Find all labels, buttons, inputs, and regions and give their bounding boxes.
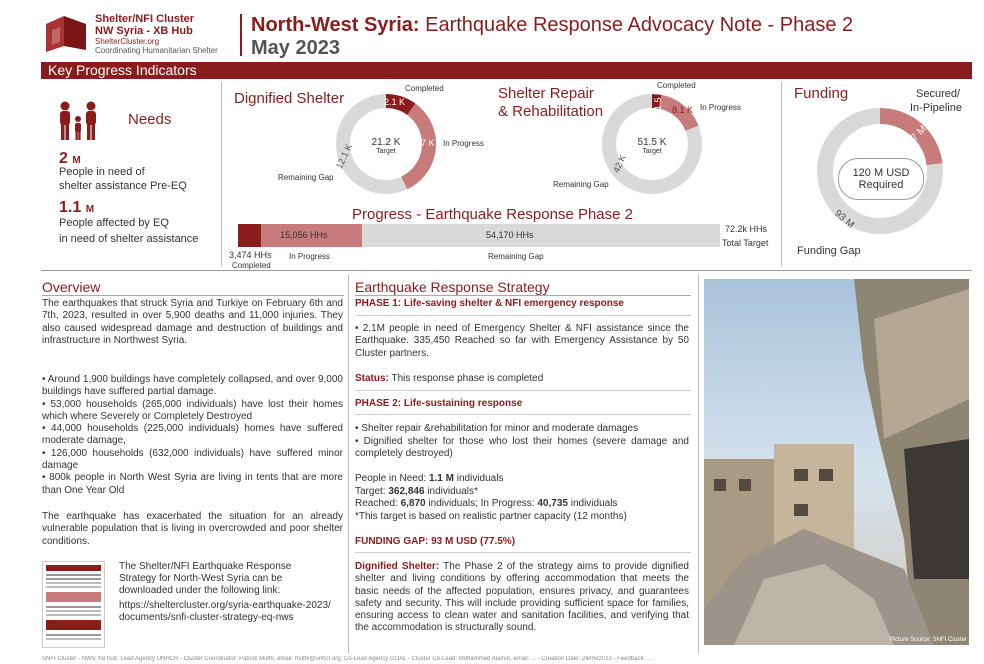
dignified-shelter-paragraph [355,561,689,635]
progress-title: Progress - Earthquake Response Phase 2 [352,206,633,223]
overview-bullet: • Around 1,900 buildings have completely collapsed, and over 9,000 buildings have suffered partial damage. [42,374,343,398]
reached-value: 6,870 [400,498,426,509]
content-divider-1 [348,275,349,653]
phase-2-title: PHASE 2: Life-sustaining response [355,398,523,409]
kpi-section-bar [41,62,972,79]
header-divider [240,14,242,56]
needs-stat-1-line-1: People in need of [59,166,145,178]
funding-title: Funding [794,85,849,102]
progress-bar-completed [238,224,261,247]
content-divider-2 [698,275,699,653]
reached-line [355,498,691,511]
funding-gap-rule [355,552,691,553]
repair-in-progress-label: In Progress [700,103,741,112]
funding-center [838,158,924,200]
kpi-section-title: Key Progress Indicators [48,62,197,78]
dignified-gap-value: 12.1 K [334,142,355,171]
repair-gap-value: 42 K [611,153,628,175]
phase-1-title: PHASE 1: Life-saving shelter & NFI emergency response [355,298,624,309]
overview-bullet: • 44,000 households (225,000 individuals) homes have suffered moderate damage, [42,423,343,447]
progress-bar-track [238,224,720,247]
shelter-repair-title-2: & Rehabilitation [498,103,604,120]
overview-bullet: • 53,000 households (265,000 individuals) have lost their homes which where Severely or Completely Destroyed [42,398,343,422]
dignified-target-value: 21.2 K [371,137,401,148]
phase-1-title-rule [355,315,691,316]
phase-2-title-rule [355,414,691,415]
overview-intro: The earthquakes that struck Syria and Turkiye on February 6th and 7th, 2023, resulted in over 5,900 deaths and 11,000 injuries. They also caused widespread damage and destruction of buildings and infrastructure in Northwest Syria. [42,298,343,346]
repair-target-value: 51.5 K [637,137,667,148]
repair-gap-label: Remaining Gap [553,180,609,189]
needs-stat-2 [59,199,94,217]
progress-total-label: Total Target [722,238,769,248]
kpi-divider-1 [221,82,222,267]
repair-in-progress-value: 8.1 K [672,105,694,115]
needs-stat-2-line-2: in need of shelter assistance [59,233,199,245]
target-line [355,486,691,499]
reached-label: Reached: [355,498,398,509]
needs-stat-2-line-1: People affected by EQ [59,217,169,229]
page-title-rest: Earthquake Response Advocacy Note - Phase 2 [425,14,854,36]
download-text: The Shelter/NFI Earthquake Response Strategy for North-West Syria can be downloaded under the following link: [119,561,292,596]
funding-gap-headline: FUNDING GAP: 93 M USD (77.5%) [355,536,516,547]
phase-2-figures [355,473,691,523]
funding-gap-value: 93 M [832,208,857,231]
dignified-completed-label: Completed [405,84,444,93]
pin-unit: individuals [456,473,504,484]
kpi-bottom-rule [41,270,972,271]
pin-label: People in Need: [355,473,427,484]
needs-stat-2-value: 1.1 [59,199,82,216]
reached-unit: individuals; In Progress: [428,498,535,509]
page-title-bold: North-West Syria: [251,14,420,36]
funding-secured-label-2: In-Pipeline [910,102,962,114]
progress-remaining-label: Remaining Gap [488,252,544,261]
needs-stat-1-unit: M [72,155,81,166]
overview-title-rule [42,295,344,296]
earthquake-damage-photo [704,279,969,645]
logo-line-4: Coordinating Humanitarian Shelter [95,46,218,55]
logo-line-2: NW Syria - XB Hub [95,25,193,37]
strategy-title: Earthquake Response Strategy [355,279,550,295]
shelter-cluster-logo [44,14,90,54]
footer-text: SNFI Cluster - NWS XB hub: Lead Agency UNHCR - Cluster Coordinator: Patrick Muthi, email: muthi@unhcr.org; Co-Lead Agency GOAL - Cluster Co-Lead: Mohammed Alamin, email: ... - Creation Date: 24/05/2023 - Feedback: ... [42,656,652,662]
phase-2-bullet-1: • Shelter repair &rehabilitation for minor and moderate damages [355,423,639,434]
overview-conclusion: The earthquake has exacerbated the situation for an already vulnerable population that is living in overcrowded and poor shelter conditions. [42,511,343,547]
page-title [251,14,853,37]
overview-bullets [42,374,343,497]
target-footnote: *This target is based on realistic partner capacity (12 months) [355,510,627,522]
phase-2-bullet-2: • Dignified shelter for those who lost their homes (severe damage and completely destroyed) [355,436,689,460]
phase-1-text: • 2,1M people in need of Emergency Shelter & NFI assistance since the Earthquake. 335,450 Reached so far with Emergency Assistance by 50 Cluster partners. [355,323,689,359]
progress-in-progress-label: In Progress [289,252,330,261]
overview-bullet: • 800k people in North West Syria are living in tents that are more than One Year Old [42,472,343,496]
target-value: 362,846 [388,485,425,497]
needs-title: Needs [128,111,172,128]
progress-total-value: 72.2k HHs [725,224,768,234]
in-progress-unit: individuals [570,498,618,509]
dignified-label: Dignified Shelter: [355,561,440,572]
pin-value: 1.1 M [428,473,454,484]
dignified-in-progress-label: In Progress [443,139,484,148]
repair-completed-value: 1.5 K [653,88,663,110]
funding-required-value: 120 M USD [852,167,910,179]
progress-completed-value: 3,474 HHs [229,250,272,260]
funding-required-label: Required [858,179,904,191]
overview-bullet: • 126,000 households (632,000 individuals) have suffered minor damage [42,447,343,472]
funding-gap-label: Funding Gap [797,245,861,257]
dignified-text: The Phase 2 of the strategy aims to provide dignified shelter and living conditions by offering accommodation that meets the basic needs of the affected population, ensures privacy, and guarantees safety and security. This will include providing sufficient space for families, ensuring access to clean water and sanitation facilities, and verifying that the accommodation is structurally sound. [355,561,689,634]
progress-in-progress-value: 15,056 HHs [280,230,328,240]
funding-secured-label-1: Secured/ [916,88,961,100]
phase-1-status-rule [355,390,691,391]
funding-secured-value: 27 M [905,123,929,148]
people-in-need-line [355,473,691,486]
shelter-repair-title-1: Shelter Repair [498,85,594,102]
status-text: This response phase is completed [391,373,544,384]
progress-remaining-value: 54,170 HHs [486,230,534,240]
repair-completed-label: Completed [657,81,696,90]
family-icon [56,100,100,142]
repair-target-label: Target [642,148,662,155]
strategy-title-rule [355,295,691,296]
page-date: May 2023 [251,37,340,59]
target-label: Target: [355,485,386,497]
logo-line-3: ShelterCluster.org [95,37,160,46]
in-progress-value: 40,735 [537,498,568,509]
progress-completed-label: Completed [232,261,271,270]
target-unit: individuals* [427,485,478,497]
strategy-document-thumbnail[interactable] [42,561,105,648]
logo-line-1: Shelter/NFI Cluster [95,13,195,25]
needs-stat-1-line-2: shelter assistance Pre-EQ [59,180,187,192]
kpi-divider-2 [781,82,782,267]
overview-title: Overview [42,279,101,295]
needs-stat-1-value: 2 [59,150,68,167]
dignified-in-progress-value: 7 K [421,138,435,148]
strategy-download-link[interactable]: https://sheltercluster.org/syria-earthquake-2023/documents/snfi-cluster-strategy-eq-nws [119,600,331,623]
dignified-target-label: Target [376,148,396,155]
dignified-completed-value: 2.1 K [384,97,406,107]
needs-stat-2-unit: M [85,204,95,215]
dignified-shelter-title: Dignified Shelter [234,90,345,107]
photo-credit: Picture Source: SNFI Cluster [889,637,967,643]
dignified-gap-label: Remaining Gap [278,173,334,182]
phase-1-status [355,373,543,384]
status-label: Status: [355,373,389,384]
